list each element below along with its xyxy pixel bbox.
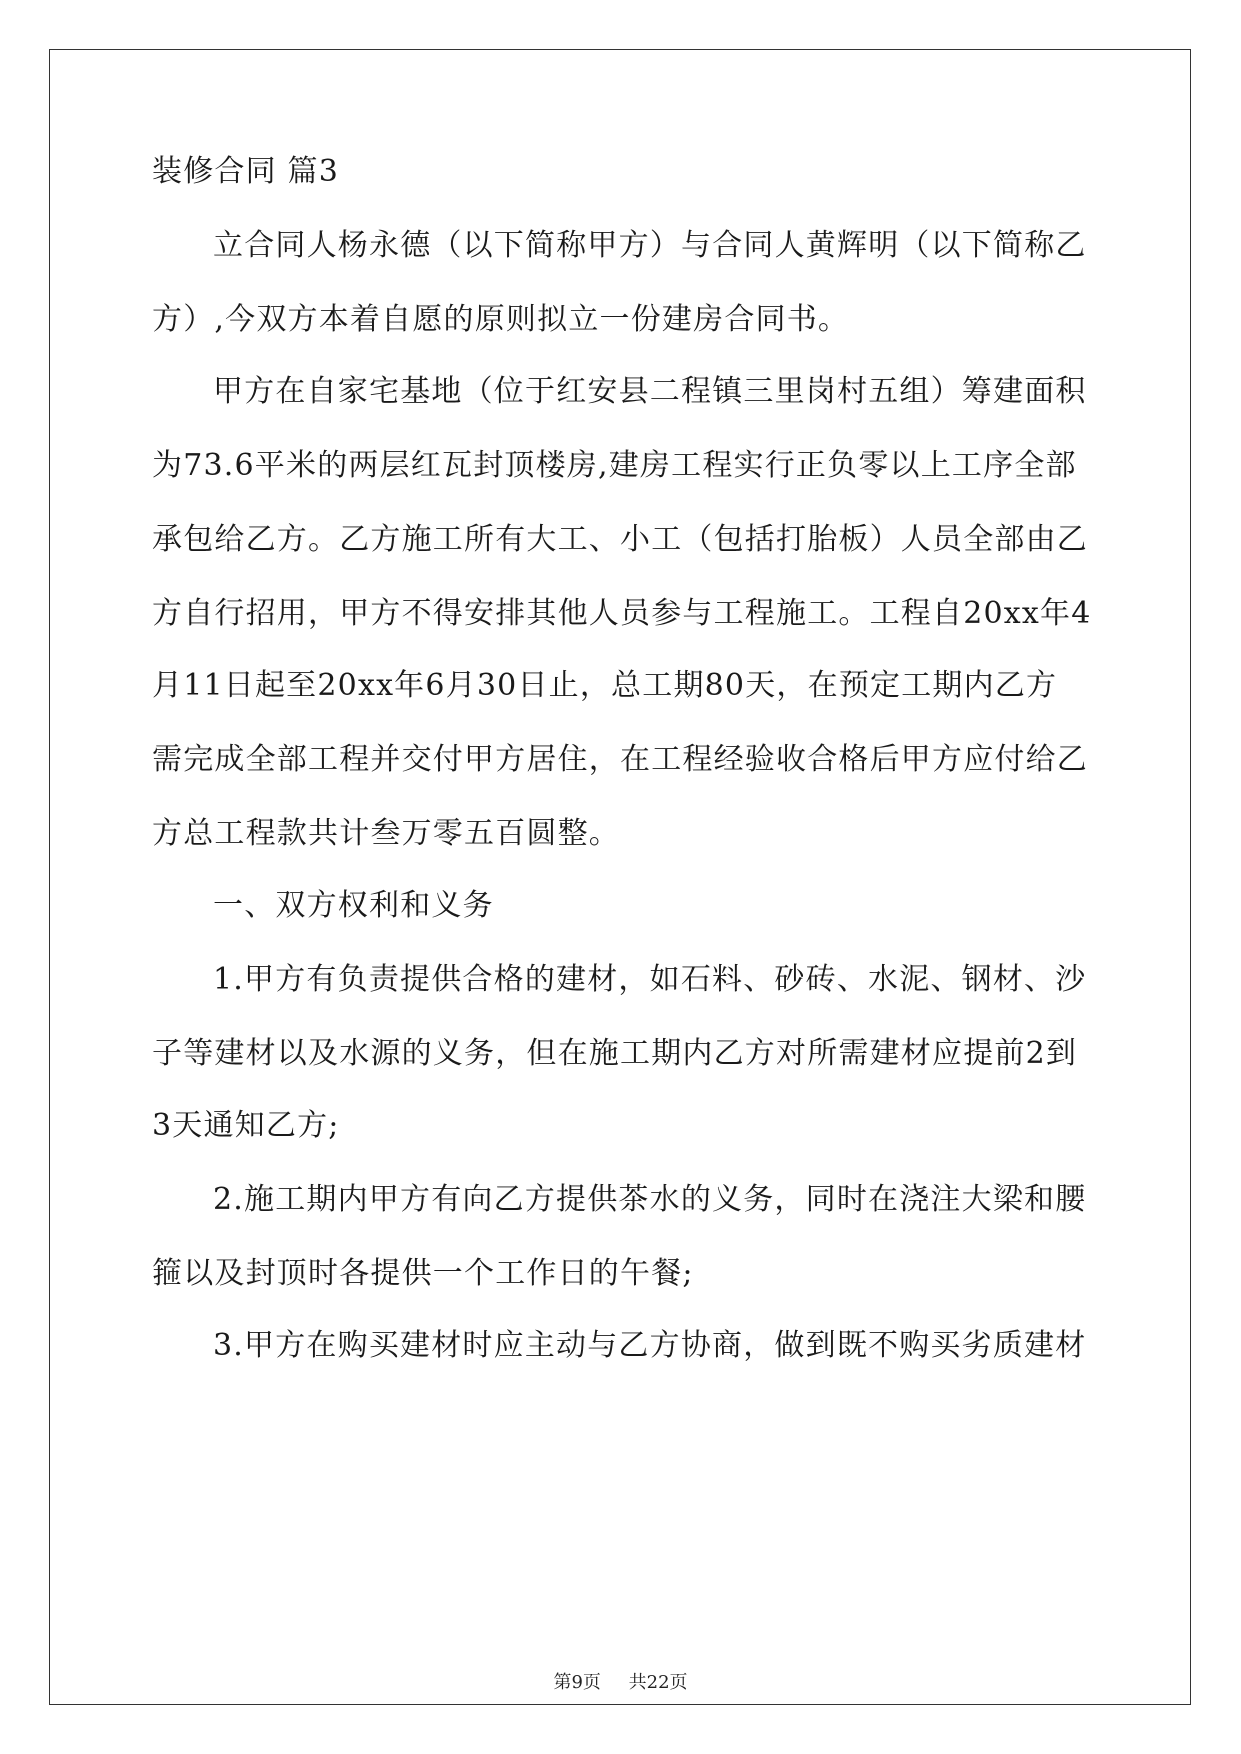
paragraph-line: 方）,今双方本着自愿的原则拟立一份建房合同书。	[152, 302, 850, 337]
paragraph-line: 为73.6平米的两层红瓦封顶楼房,建房工程实行正负零以上工序全部	[152, 448, 1077, 483]
paragraph-line: 2.施工期内甲方有向乙方提供茶水的义务，同时在浇注大梁和腰	[213, 1182, 1087, 1217]
paragraph-line: 箍以及封顶时各提供一个工作日的午餐;	[152, 1256, 694, 1291]
paragraph-line: 月11日起至20xx年6月30日止，总工期80天，在预定工期内乙方	[152, 668, 1058, 703]
document-heading: 装修合同 篇3	[152, 154, 340, 189]
paragraph-line: 3.甲方在购买建材时应主动与乙方协商，做到既不购买劣质建材	[213, 1328, 1087, 1363]
page-total: 共22页	[628, 1672, 688, 1693]
page-number: 第9页	[553, 1672, 601, 1693]
page-border	[49, 49, 1191, 1705]
paragraph-line: 子等建材以及水源的义务，但在施工期内乙方对所需建材应提前2到	[152, 1036, 1078, 1071]
paragraph-line: 甲方在自家宅基地（位于红安县二程镇三里岗村五组）筹建面积	[213, 374, 1087, 409]
paragraph-line: 立合同人杨永德（以下简称甲方）与合同人黄辉明（以下简称乙	[213, 228, 1087, 263]
section-heading: 一、双方权利和义务	[213, 888, 494, 923]
paragraph-line: 方总工程款共计叁万零五百圆整。	[152, 816, 620, 851]
paragraph-line: 需完成全部工程并交付甲方居住，在工程经验收合格后甲方应付给乙	[152, 742, 1088, 777]
paragraph-line: 1.甲方有负责提供合格的建材，如石料、砂砖、水泥、钢材、沙	[213, 962, 1087, 997]
paragraph-line: 承包给乙方。乙方施工所有大工、小工（包括打胎板）人员全部由乙	[152, 522, 1088, 557]
paragraph-line: 方自行招用，甲方不得安排其他人员参与工程施工。工程自20xx年4	[152, 596, 1092, 631]
page-footer	[0, 1671, 1241, 1695]
paragraph-line: 3天通知乙方;	[152, 1108, 340, 1143]
